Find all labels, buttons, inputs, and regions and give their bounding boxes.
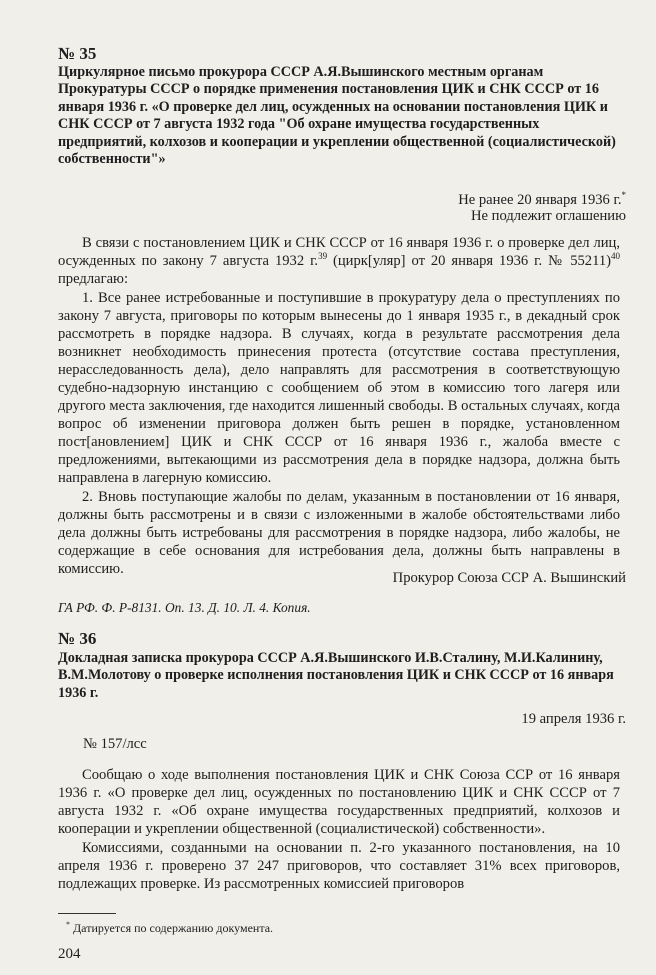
- document-35-point-2: 2. Вновь поступающие жалобы по делам, указанным в постановлении от 16 января, должны быть рассмотрены и в связи с изложенными в жалобе обстоятельствами либо дела должны быть истребованы для рассмотрения в порядке надзора, либо жалобы, не содержащие в себе основания для истребования дела, должны быть направлены в комиссию.: [58, 489, 620, 578]
- document-36-paragraph-2: Комиссиями, созданными на основании п. 2-го указанного постановления, на 10 апреля 1936 г. проверено 37 247 приговоров, что составляет 31% всех приговоров, подлежащих проверке. Из рассмотренных комиссией приговоров: [58, 840, 620, 893]
- document-36-paragraph-1: Сообщаю о ходе выполнения постановления ЦИК и СНК Союза ССР от 16 января 1936 г. «О проверке дел лиц, осужденных по постановлению ЦИК и СНК СССР от 7 августа 1932 г. «Об охране имущества государственных предприятий, колхозов и кооперации и укреплении общественной (социалистической) собственности».: [58, 767, 620, 838]
- document-36-number: № 36: [58, 629, 97, 648]
- document-35-date: Не ранее 20 января 1936 г.*: [458, 190, 626, 208]
- page-number: 204: [58, 946, 81, 962]
- footnote: * Датируется по содержанию документа.: [66, 920, 274, 935]
- document-35-point-1: 1. Все ранее истребованные и поступившие в прокуратуру дела о преступлениях по закону 7 августа, приговоры по которым вынесены до 1 января 1935 г., в декадный срок рассмотреть в порядке надзора. В случаях, когда в результате рассмотрения дела возникнет необходимость принесения протеста (отсутствие состава преступления, нерасследованность дела), дело направлять для рассмотрения в соответствующую судебно-надзорную инстанцию с сообщением об этом в комиссию того лагеря или другого места заключения, где находится лишенный свободы. В остальных случаях, когда вопрос об изменении приговора должен быть решен в порядке, установленном пост[ановлением] ЦИК и СНК СССР от 16 января 1936 г., жалоба вместе с предложениями, вытекающими из рассмотрения дела в порядке надзора, должна быть направлена в лагерную комиссию.: [58, 290, 620, 487]
- document-36-reference-number: № 157/лсс: [83, 736, 147, 752]
- document-35-source: ГА РФ. Ф. Р-8131. Оп. 13. Д. 10. Л. 4. Копия.: [58, 600, 311, 615]
- document-36-date: 19 апреля 1936 г.: [521, 711, 626, 727]
- document-36-title: Докладная записка прокурора СССР А.Я.Вышинского И.В.Сталину, М.И.Калинину, В.М.Молотову о проверке исполнения постановления ЦИК и СНК СССР от 16 января 1936 г.: [58, 650, 614, 701]
- document-35-signature: Прокурор Союза ССР А. Вышинский: [392, 570, 626, 586]
- document-35-title: Циркулярное письмо прокурора СССР А.Я.Вышинского местным органам Прокуратуры СССР о порядке применения постановления ЦИК и СНК СССР от 16 января 1936 г. «О проверке дел лиц, осужденных на основании постановления ЦИК и СНК СССР от 7 августа 1932 года "Об охране имущества государственных предприятий, колхозов и кооперации и укреплении общественной (социалистической) собственности"»: [58, 64, 616, 168]
- footnote-divider: [58, 913, 116, 914]
- document-35-number: № 35: [58, 44, 97, 63]
- document-35-intro: В связи с постановлением ЦИК и СНК СССР от 16 января 1936 г. о проверке дел лиц, осужденных по закону 7 августа 1932 г.$^{39}$ (цирк[уляр] от 20 января 1936 г. № 55211)$^{40}$ предлагаю:: [58, 235, 621, 288]
- document-35-secrecy: Не подлежит оглашению: [471, 208, 626, 224]
